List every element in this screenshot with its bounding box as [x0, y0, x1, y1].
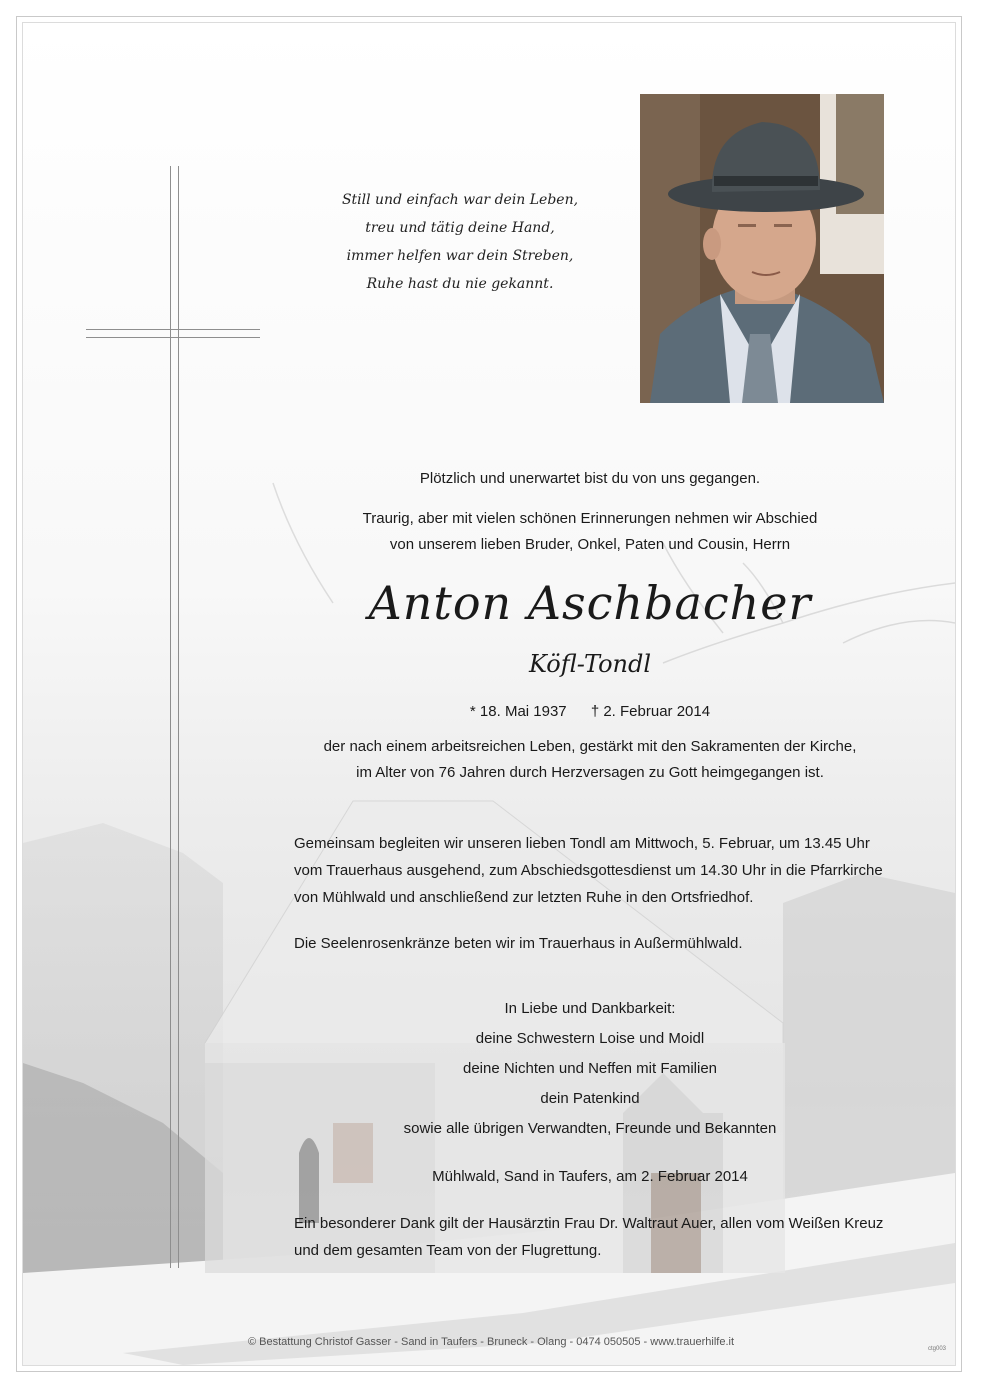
birth-date: * 18. Mai 1937 — [469, 703, 567, 720]
poem-line: Ruhe hast du nie gekannt. — [366, 276, 554, 292]
footer: © Bestattung Christof Gasser - Sand in Taufers - Bruneck - Olang - 0474 050505 - www.trauerhilfe.it — [247, 1336, 735, 1348]
intro-line: Plötzlich und unerwartet bist du von uns gegangen. — [419, 470, 761, 487]
thanks-line: Ein besonderer Dank gilt der Hausärztin Frau Dr. Waltraut Auer, allen vom Weißen Kreuz — [294, 1215, 884, 1232]
deceased-name: Anton Aschbacher — [368, 576, 812, 630]
funeral-line: Gemeinsam begleiten wir unseren lieben Tondl am Mittwoch, 5. Februar, um 13.45 Uhr — [294, 835, 870, 852]
mourners-line: In Liebe und Dankbarkeit: — [504, 1000, 676, 1017]
mourners-line: deine Nichten und Neffen mit Familien — [462, 1060, 718, 1077]
rosary-text: Die Seelenrosenkränze beten wir im Trauerhaus in Außermühlwald. — [294, 935, 743, 952]
poem-line: Still und einfach war dein Leben, — [341, 192, 579, 208]
place-date: Mühlwald, Sand in Taufers, am 2. Februar 2014 — [432, 1168, 748, 1185]
mourners-block — [260, 994, 920, 1144]
intro-line: von unserem lieben Bruder, Onkel, Paten und Cousin, Herrn — [389, 536, 791, 553]
life-dates — [260, 703, 920, 720]
mourners-line: sowie alle übrigen Verwandten, Freunde und Bekannten — [403, 1120, 777, 1137]
circumstance-line: der nach einem arbeitsreichen Leben, gestärkt mit den Sakramenten der Kirche, — [323, 738, 857, 755]
funeral-line: von Mühlwald und anschließend zur letzten Ruhe in den Ortsfriedhof. — [294, 889, 754, 906]
template-code: ctg003 — [928, 1346, 947, 1352]
cross-icon-horizontal — [86, 329, 260, 338]
poem — [300, 186, 620, 298]
circumstance-line: im Alter von 76 Jahren durch Herzversagen zu Gott heimgegangen ist. — [356, 764, 824, 781]
circumstance-block — [260, 734, 920, 786]
death-date: † 2. Februar 2014 — [590, 703, 711, 720]
thanks-block — [294, 1210, 894, 1264]
mourners-line: deine Schwestern Loise und Moidl — [475, 1030, 705, 1047]
funeral-block — [294, 830, 894, 911]
poem-line: treu und tätig deine Hand, — [365, 220, 555, 236]
intro-line: Traurig, aber mit vielen schönen Erinnerungen nehmen wir Abschied — [362, 510, 818, 527]
intro-block — [260, 466, 920, 492]
mourners-line: dein Patenkind — [540, 1090, 640, 1107]
funeral-line: vom Trauerhaus ausgehend, zum Abschiedsgottesdienst um 14.30 Uhr in die Pfarrkirche — [294, 862, 883, 879]
portrait-photo — [640, 94, 884, 403]
poem-line: immer helfen war dein Streben, — [346, 248, 574, 264]
intro-block-2 — [260, 506, 920, 558]
thanks-line: und dem gesamten Team von der Flugrettung. — [294, 1242, 602, 1259]
deceased-nickname: Köfl-Tondl — [528, 650, 652, 678]
